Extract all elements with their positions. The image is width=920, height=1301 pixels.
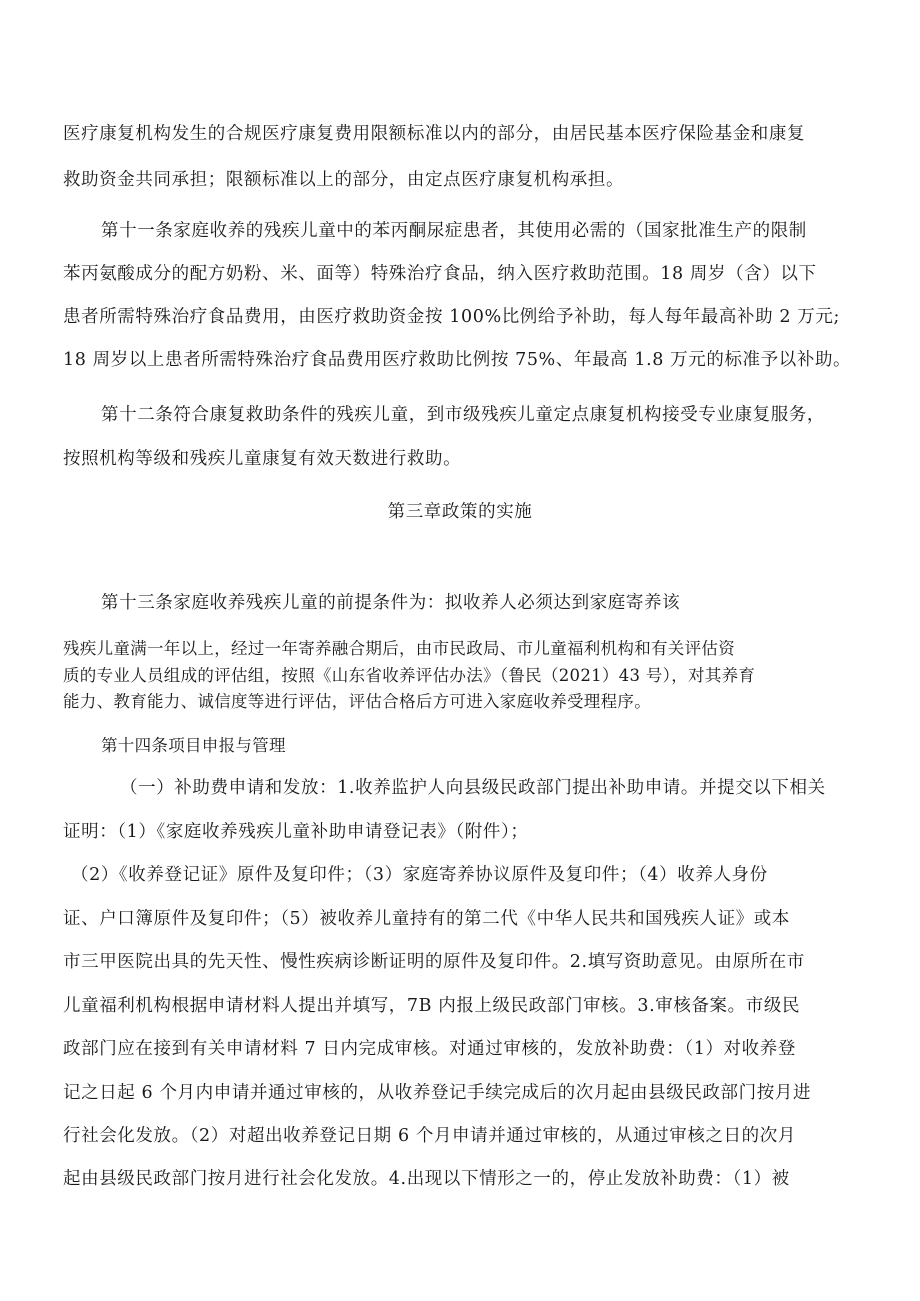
article-14-line: 起由县级民政部门按月进行社会化发放。4.出现以下情形之一的，停止发放补助费：（1）被 xyxy=(63,1169,790,1189)
article-14-line: 证、户口簿原件及复印件；（5）被收养儿童持有的第二代《中华人民共和国残疾人证》或本 xyxy=(63,909,790,929)
article-14-heading: 第十四条项目申报与管理 xyxy=(101,736,286,755)
chapter-heading: 第三章政策的实施 xyxy=(387,502,533,522)
article-14-line: （2）《收养登记证》原件及复印件；（3）家庭寄养协议原件及复印件；（4）收养人身份 xyxy=(71,865,768,885)
article-14-line: 行社会化发放。（2）对超出收养登记日期 6 个月申请并通过审核的，从通过审核之日的次月 xyxy=(63,1126,796,1146)
article-14-line: 证明：（1）《家庭收养残疾儿童补助申请登记表》（附件）； xyxy=(63,822,529,842)
article-13-line: 质的专业人员组成的评估组，按照《山东省收养评估办法》（鲁民（2021）43 号），对其养育 xyxy=(63,666,756,685)
article-11-line: 18 周岁以上患者所需特殊治疗食品费用医疗救助比例按 75%、年最高 1.8 万元的标准予以补助。 xyxy=(63,350,852,370)
article-13-line: 残疾儿童满一年以上，经过一年寄养融合期后，由市民政局、市儿童福利机构和有关评估资 xyxy=(63,639,735,658)
paragraph-line: 医疗康复机构发生的合规医疗康复费用限额标准以内的部分，由居民基本医疗保险基金和康复 xyxy=(63,124,806,144)
article-14-line: 市三甲医院出具的先天性、慢性疾病诊断证明的原件及复印件。2.填写资助意见。由原所在市 xyxy=(63,952,805,972)
article-14-line: （一）补助费申请和发放：1.收养监护人向县级民政部门提出补助申请。并提交以下相关 xyxy=(120,778,826,798)
article-14-line: 政部门应在接到有关申请材料 7 日内完成审核。对通过审核的，发放补助费：（1）对收养登 xyxy=(63,1039,796,1059)
article-12-line: 第十二条符合康复救助条件的残疾儿童，到市级残疾儿童定点康复机构接受专业康复服务， xyxy=(101,405,825,425)
article-14-line: 记之日起 6 个月内申请并通过审核的，从收养登记手续完成后的次月起由县级民政部门按月进 xyxy=(63,1083,812,1103)
article-12-line: 按照机构等级和残疾儿童康复有效天数进行救助。 xyxy=(63,449,462,469)
article-11-line: 第十一条家庭收养的残疾儿童中的苯丙酮尿症患者，其使用必需的（国家批准生产的限制 xyxy=(101,221,807,241)
article-13-line: 第十三条家庭收养残疾儿童的前提条件为：拟收养人必须达到家庭寄养该 xyxy=(101,593,681,613)
article-14-line: 儿童福利机构根据申请材料人提出并填写，7B 内报上级民政部门审核。3.审核备案。市级民 xyxy=(63,996,801,1016)
article-11-line: 苯丙氨酸成分的配方奶粉、米、面等）特殊治疗食品，纳入医疗救助范围。18 周岁（含）以下 xyxy=(63,264,817,284)
article-13-line: 能力、教育能力、诚信度等进行评估，评估合格后方可进入家庭收养受理程序。 xyxy=(63,692,651,711)
paragraph-line: 救助资金共同承担；限额标准以上的部分，由定点医疗康复机构承担。 xyxy=(63,170,625,190)
article-11-line: 患者所需特殊治疗食品费用，由医疗救助资金按 100%比例给予补助，每人每年最高补助 2 万元; xyxy=(63,307,840,327)
